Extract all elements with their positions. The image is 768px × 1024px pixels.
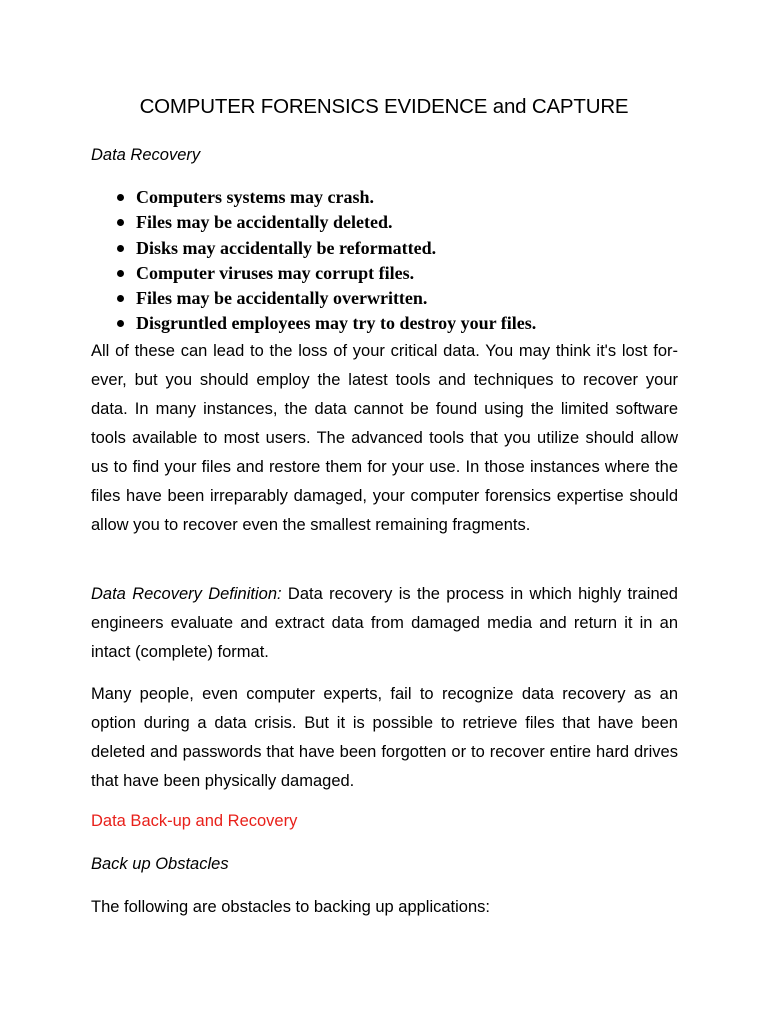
list-item-text: Disks may accidentally be reformatted. xyxy=(136,237,437,258)
list-item-text: Computer viruses may corrupt files. xyxy=(136,262,415,283)
section-heading-data-recovery: Data Recovery xyxy=(91,146,201,164)
list-item-text: Disgruntled employees may try to destroy your files. xyxy=(136,313,537,334)
bullet-icon xyxy=(117,295,124,302)
paragraph-definition xyxy=(91,580,678,667)
bullet-list xyxy=(117,185,536,337)
list-item-text: Files may be accidentally overwritten. xyxy=(136,288,428,309)
bullet-icon xyxy=(117,194,124,201)
list-item xyxy=(117,236,536,261)
bullet-icon xyxy=(117,270,124,277)
list-item-text: Computers systems may crash. xyxy=(136,187,374,207)
list-item xyxy=(117,286,536,311)
paragraph-recognition: Many people, even computer experts, fail to recognize data recovery as an option during a data crisis. But it is possible to retrieve files that have been deleted and passwords that have been forgotten or to recover entire hard drives that have been physically damaged. xyxy=(91,685,678,790)
bullet-icon xyxy=(117,219,124,226)
paragraph-data-loss: All of these can lead to the loss of your critical data. You may think it's lost for- ever, but you should employ the latest tools and techniques to recover your data. In many instances, the data cannot be found using the limited software tools available to most users. The advanced tools that you utilize should allow us to find your files and restore them for your use. In those instances where the files have been irreparably damaged, your computer forensics expertise should allow you to recover even the smallest remaining fragments. xyxy=(91,342,678,534)
obstacles-intro: The following are obstacles to backing up applications: xyxy=(91,898,490,916)
list-item xyxy=(117,261,536,286)
heading-backup-recovery: Data Back-up and Recovery xyxy=(91,812,298,830)
definition-text: Data recovery is the process in which highly trained engineers evaluate and extract data from damaged media and return it in an intact (complete) format. xyxy=(91,585,678,661)
list-item xyxy=(117,185,536,210)
list-item xyxy=(117,210,536,235)
list-item xyxy=(117,311,536,336)
definition-term: Data Recovery Definition: xyxy=(91,585,282,603)
bullet-icon xyxy=(117,245,124,252)
bullet-icon xyxy=(117,320,124,327)
document-title: COMPUTER FORENSICS EVIDENCE and CAPTURE xyxy=(139,95,629,118)
subheading-backup-obstacles: Back up Obstacles xyxy=(91,855,229,873)
list-item-text: Files may be accidentally deleted. xyxy=(136,212,393,233)
